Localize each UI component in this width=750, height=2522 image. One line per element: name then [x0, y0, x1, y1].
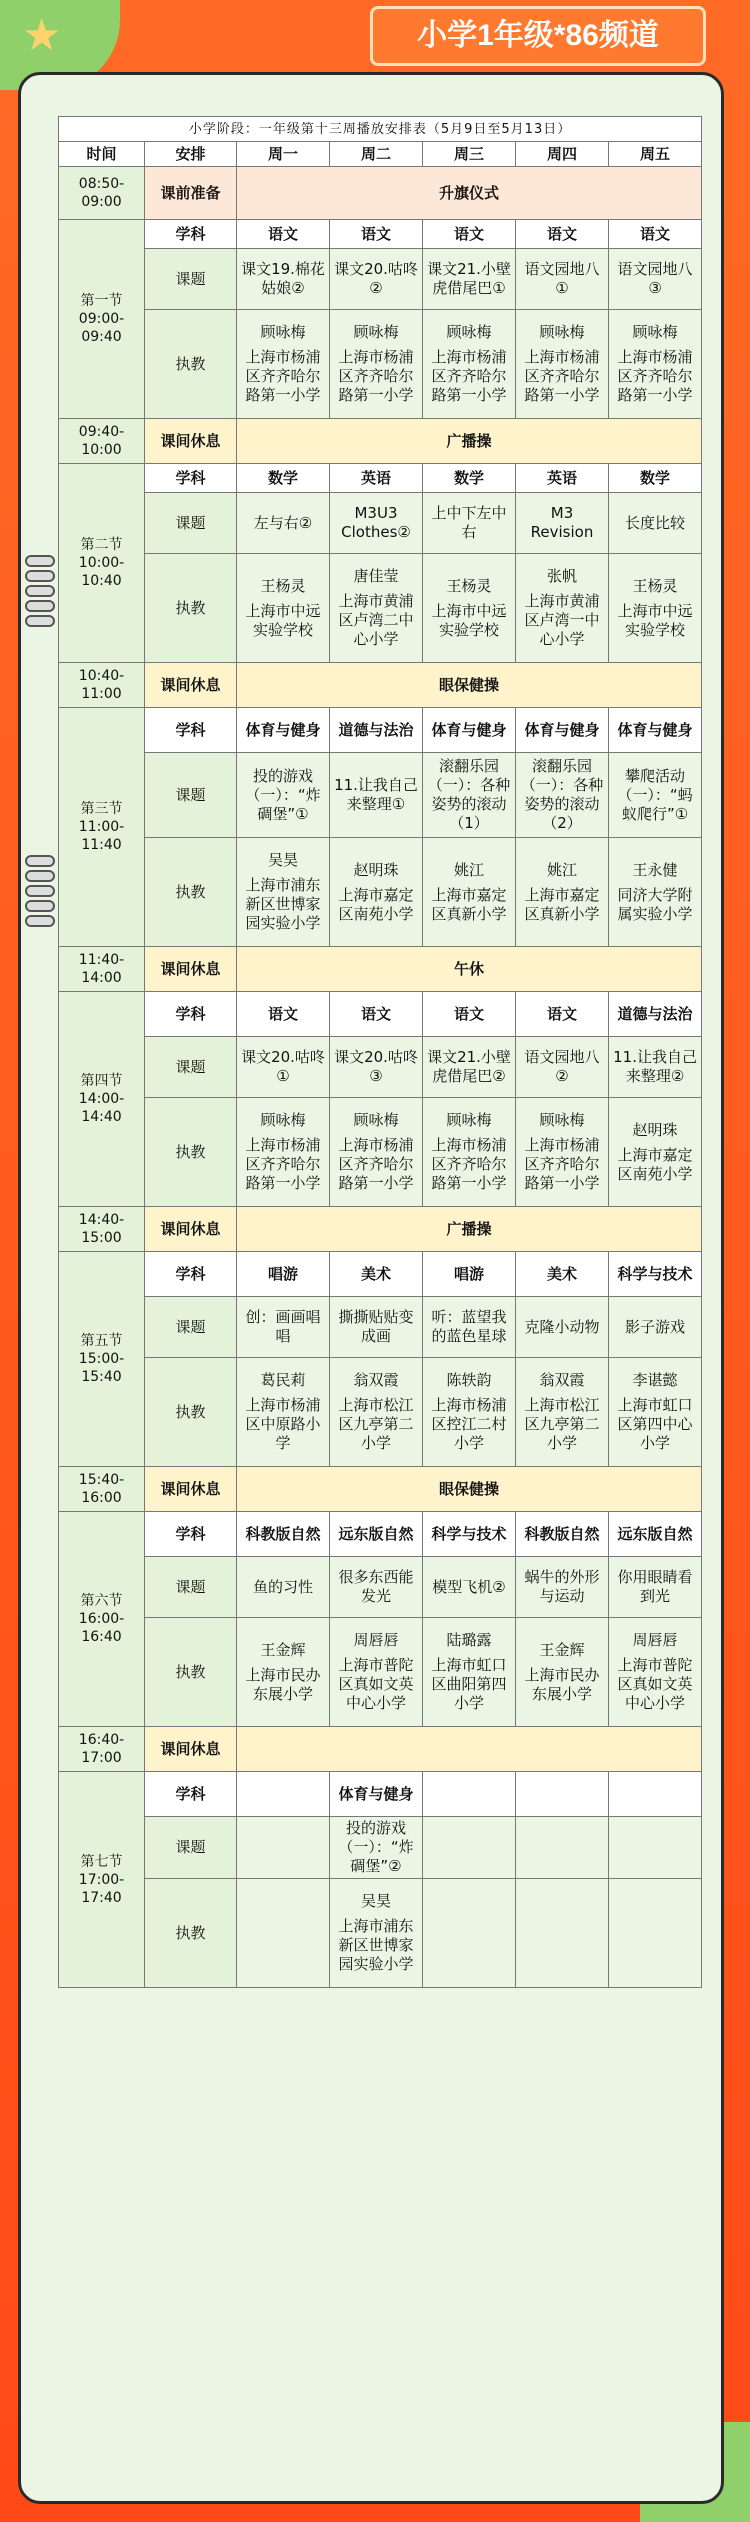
school-name: 上海市嘉定区南苑小学 [338, 885, 414, 923]
topic-cell: 鱼的习性 [237, 1557, 330, 1618]
arrangement-cell: 课间休息 [145, 1727, 237, 1772]
subject-cell: 英语 [516, 464, 609, 493]
teacher-cell [330, 1358, 423, 1467]
subject-cell: 远东版自然 [609, 1512, 702, 1557]
arrangement-cell: 课间休息 [145, 1207, 237, 1252]
school-name: 上海市嘉定区真新小学 [431, 885, 507, 923]
teacher-cell [516, 838, 609, 947]
teacher-cell [609, 1358, 702, 1467]
school-name: 上海市杨浦区齐齐哈尔路第一小学 [524, 348, 600, 404]
topic-cell: 攀爬活动（一）：“蚂蚁爬行”① [609, 753, 702, 838]
topic-cell: 克隆小动物 [516, 1297, 609, 1358]
activity-cell: 眼保健操 [237, 1467, 702, 1512]
teacher-name: 顾咏梅 [353, 323, 399, 341]
subject-cell: 道德与法治 [609, 992, 702, 1037]
topic-cell: 滚翻乐园（一）：各种姿势的滚动（2） [516, 753, 609, 838]
topic-row [59, 1297, 702, 1358]
school-name: 上海市中远实验学校 [617, 601, 693, 639]
period-time-cell: 第五节 15:00-15:40 [59, 1252, 145, 1467]
binder-ring-icon [25, 855, 53, 930]
school-name: 上海市中远实验学校 [431, 601, 507, 639]
break-row [59, 947, 702, 992]
teacher-name: 王杨灵 [446, 576, 492, 595]
school-name: 同济大学附属实验小学 [617, 885, 693, 923]
subject-row [59, 708, 702, 753]
teacher-cell [237, 1098, 330, 1207]
topic-cell [423, 1817, 516, 1879]
school-name: 上海市杨浦区控江二村小学 [431, 1396, 507, 1452]
teacher-name: 顾咏梅 [260, 323, 306, 341]
topic-cell: 语文园地八② [516, 1037, 609, 1098]
school-name: 上海市杨浦区齐齐哈尔路第一小学 [524, 1136, 600, 1192]
schedule-table [58, 116, 702, 1988]
subject-label: 学科 [145, 708, 237, 753]
topic-cell: 语文园地八① [516, 249, 609, 310]
topic-label: 课题 [145, 1557, 237, 1618]
teacher-cell [330, 838, 423, 947]
school-name: 上海市黄浦区卢湾二中心小学 [338, 592, 414, 648]
subject-cell: 数学 [609, 464, 702, 493]
school-name: 上海市中远实验学校 [245, 601, 321, 639]
school-name: 上海市普陀区真如文英中心小学 [617, 1656, 693, 1712]
teacher-cell [516, 554, 609, 663]
teacher-cell [423, 1618, 516, 1727]
topic-cell: 滚翻乐园（一）：各种姿势的滚动（1） [423, 753, 516, 838]
pre-class-row [59, 167, 702, 220]
teacher-cell [237, 838, 330, 947]
activity-cell: 广播操 [237, 419, 702, 464]
table-title: 小学阶段：一年级第十三周播放安排表（5月9日至5月13日） [59, 117, 702, 142]
period-time-cell: 第一节 09:00-09:40 [59, 220, 145, 419]
teacher-label: 执教 [145, 310, 237, 419]
topic-cell: 你用眼睛看到光 [609, 1557, 702, 1618]
activity-cell [237, 1727, 702, 1772]
teacher-cell [330, 310, 423, 419]
teacher-name: 姚江 [546, 860, 577, 879]
teacher-name: 张帆 [546, 567, 577, 585]
teacher-cell [516, 310, 609, 419]
subject-cell: 语文 [516, 992, 609, 1037]
subject-cell [423, 1772, 516, 1817]
school-name: 上海市杨浦区齐齐哈尔路第一小学 [431, 348, 507, 404]
teacher-row [59, 838, 702, 947]
subject-cell: 体育与健身 [423, 708, 516, 753]
topic-cell: 课文20.咕咚③ [330, 1037, 423, 1098]
topic-cell: 影子游戏 [609, 1297, 702, 1358]
time-cell: 11:40-14:00 [59, 947, 145, 992]
teacher-cell [609, 554, 702, 663]
teacher-label: 执教 [145, 838, 237, 947]
break-row [59, 1207, 702, 1252]
subject-row [59, 992, 702, 1037]
table-title-row [59, 117, 702, 142]
subject-label: 学科 [145, 1512, 237, 1557]
school-name: 上海市杨浦区齐齐哈尔路第一小学 [431, 1136, 507, 1192]
school-name: 上海市嘉定区南苑小学 [617, 1145, 693, 1183]
topic-label: 课题 [145, 493, 237, 554]
topic-cell: 11.让我自己来整理① [330, 753, 423, 838]
topic-cell: 上中下左中右 [423, 493, 516, 554]
teacher-name: 翁双霞 [539, 1371, 585, 1389]
column-header: 周四 [516, 142, 609, 167]
subject-row [59, 1252, 702, 1297]
column-header: 周三 [423, 142, 516, 167]
subject-cell [609, 1772, 702, 1817]
topic-label: 课题 [145, 1037, 237, 1098]
arrangement-cell: 课前准备 [145, 167, 237, 220]
topic-cell: M3 Revision [516, 493, 609, 554]
teacher-name: 吴昊 [360, 1892, 391, 1910]
teacher-name: 姚江 [453, 860, 484, 879]
subject-cell: 语文 [516, 220, 609, 249]
topic-cell: 课文20.咕咚② [330, 249, 423, 310]
teacher-name: 吴昊 [267, 851, 298, 869]
time-cell: 09:40-10:00 [59, 419, 145, 464]
topic-cell: 投的游戏（一）：“炸碉堡”① [237, 753, 330, 838]
topic-cell [609, 1817, 702, 1879]
teacher-name: 王金辉 [539, 1640, 585, 1659]
teacher-cell [423, 554, 516, 663]
subject-cell: 科教版自然 [237, 1512, 330, 1557]
topic-label: 课题 [145, 249, 237, 310]
teacher-name: 赵明珠 [353, 860, 399, 879]
subject-cell: 体育与健身 [237, 708, 330, 753]
topic-cell: 左与右② [237, 493, 330, 554]
teacher-cell [330, 1879, 423, 1988]
teacher-cell [516, 1618, 609, 1727]
break-row [59, 1727, 702, 1772]
teacher-name: 王永健 [632, 860, 678, 879]
school-name: 上海市杨浦区中原路小学 [245, 1396, 321, 1452]
school-name: 上海市普陀区真如文英中心小学 [338, 1656, 414, 1712]
teacher-name: 赵明珠 [632, 1120, 678, 1139]
teacher-name: 顾咏梅 [260, 1111, 306, 1129]
subject-cell: 科学与技术 [609, 1252, 702, 1297]
topic-cell: 投的游戏（一）：“炸碉堡”② [330, 1817, 423, 1879]
school-name: 上海市虹口区曲阳第四小学 [431, 1656, 507, 1712]
subject-cell: 美术 [330, 1252, 423, 1297]
teacher-cell [516, 1098, 609, 1207]
teacher-label: 执教 [145, 554, 237, 663]
subject-cell: 语文 [237, 220, 330, 249]
topic-cell: 课文21.小壁虎借尾巴② [423, 1037, 516, 1098]
teacher-cell [237, 1618, 330, 1727]
teacher-label: 执教 [145, 1098, 237, 1207]
star-icon: ★ [22, 10, 62, 61]
topic-label: 课题 [145, 1297, 237, 1358]
topic-cell: 课文19.棉花姑娘② [237, 249, 330, 310]
subject-cell [516, 1772, 609, 1817]
subject-label: 学科 [145, 464, 237, 493]
school-name: 上海市杨浦区齐齐哈尔路第一小学 [338, 1136, 414, 1192]
teacher-cell [609, 838, 702, 947]
topic-cell [237, 1817, 330, 1879]
school-name: 上海市民办东展小学 [524, 1665, 600, 1703]
subject-cell: 语文 [330, 220, 423, 249]
school-name: 上海市松江区九亭第二小学 [338, 1396, 414, 1452]
subject-label: 学科 [145, 992, 237, 1037]
teacher-name: 翁双霞 [353, 1371, 399, 1389]
topic-row [59, 753, 702, 838]
topic-row [59, 1557, 702, 1618]
teacher-cell [237, 310, 330, 419]
teacher-name: 顾咏梅 [539, 323, 585, 341]
teacher-name: 周唇唇 [632, 1631, 678, 1649]
arrangement-cell: 课间休息 [145, 419, 237, 464]
school-name: 上海市虹口区第四中心小学 [617, 1396, 693, 1452]
school-name: 上海市杨浦区齐齐哈尔路第一小学 [617, 348, 693, 404]
school-name: 上海市浦东新区世博家园实验小学 [338, 1917, 414, 1973]
teacher-cell [423, 838, 516, 947]
subject-cell: 体育与健身 [609, 708, 702, 753]
teacher-cell [330, 554, 423, 663]
period-time-cell: 第六节 16:00-16:40 [59, 1512, 145, 1727]
topic-cell: 蜗牛的外形与运动 [516, 1557, 609, 1618]
teacher-cell [609, 1879, 702, 1988]
break-row [59, 663, 702, 708]
teacher-name: 陈轶韵 [446, 1371, 492, 1389]
teacher-cell [609, 310, 702, 419]
subject-cell: 远东版自然 [330, 1512, 423, 1557]
teacher-cell [237, 1879, 330, 1988]
break-row [59, 419, 702, 464]
subject-row [59, 220, 702, 249]
subject-cell: 科教版自然 [516, 1512, 609, 1557]
teacher-name: 陆璐露 [446, 1631, 492, 1649]
teacher-row [59, 1098, 702, 1207]
time-cell: 16:40-17:00 [59, 1727, 145, 1772]
teacher-row [59, 1358, 702, 1467]
arrangement-cell: 课间休息 [145, 947, 237, 992]
teacher-name: 王杨灵 [260, 576, 306, 595]
school-name: 上海市嘉定区真新小学 [524, 885, 600, 923]
subject-cell: 美术 [516, 1252, 609, 1297]
teacher-label: 执教 [145, 1618, 237, 1727]
subject-cell: 语文 [609, 220, 702, 249]
teacher-name: 王金辉 [260, 1640, 306, 1659]
teacher-name: 顾咏梅 [446, 323, 492, 341]
school-name: 上海市黄浦区卢湾一中心小学 [524, 592, 600, 648]
time-cell: 10:40-11:00 [59, 663, 145, 708]
period-time-cell: 第三节 11:00-11:40 [59, 708, 145, 947]
teacher-cell [423, 310, 516, 419]
teacher-name: 葛民莉 [260, 1371, 306, 1389]
header-row [59, 142, 702, 167]
school-name: 上海市松江区九亭第二小学 [524, 1396, 600, 1452]
topic-cell: 11.让我自己来整理② [609, 1037, 702, 1098]
teacher-cell [237, 1358, 330, 1467]
column-header: 时间 [59, 142, 145, 167]
topic-cell: 课文20.咕咚① [237, 1037, 330, 1098]
topic-row [59, 1817, 702, 1879]
topic-label: 课题 [145, 1817, 237, 1879]
teacher-label: 执教 [145, 1358, 237, 1467]
topic-cell: 创：画画唱唱 [237, 1297, 330, 1358]
teacher-row [59, 310, 702, 419]
school-name: 上海市杨浦区齐齐哈尔路第一小学 [338, 348, 414, 404]
subject-cell: 语文 [423, 220, 516, 249]
subject-row [59, 1512, 702, 1557]
subject-cell: 语文 [237, 992, 330, 1037]
subject-row [59, 1772, 702, 1817]
topic-row [59, 1037, 702, 1098]
topic-cell: 撕撕贴贴变成画 [330, 1297, 423, 1358]
teacher-cell [516, 1358, 609, 1467]
column-header: 周二 [330, 142, 423, 167]
topic-cell: 语文园地八③ [609, 249, 702, 310]
topic-row [59, 249, 702, 310]
teacher-name: 顾咏梅 [446, 1111, 492, 1129]
teacher-cell [516, 1879, 609, 1988]
topic-cell: 长度比较 [609, 493, 702, 554]
teacher-cell [423, 1098, 516, 1207]
column-header: 安排 [145, 142, 237, 167]
teacher-row [59, 554, 702, 663]
subject-cell: 语文 [423, 992, 516, 1037]
topic-cell [516, 1817, 609, 1879]
topic-cell: 听：蓝望我的蓝色星球 [423, 1297, 516, 1358]
school-name: 上海市杨浦区齐齐哈尔路第一小学 [245, 1136, 321, 1192]
subject-cell: 数学 [237, 464, 330, 493]
teacher-cell [330, 1098, 423, 1207]
subject-label: 学科 [145, 1252, 237, 1297]
subject-label: 学科 [145, 220, 237, 249]
subject-label: 学科 [145, 1772, 237, 1817]
topic-cell: 很多东西能发光 [330, 1557, 423, 1618]
subject-cell: 语文 [330, 992, 423, 1037]
school-name: 上海市杨浦区齐齐哈尔路第一小学 [245, 348, 321, 404]
school-name: 上海市民办东展小学 [245, 1665, 321, 1703]
teacher-cell [237, 554, 330, 663]
arrangement-cell: 课间休息 [145, 1467, 237, 1512]
column-header: 周一 [237, 142, 330, 167]
subject-cell: 唱游 [423, 1252, 516, 1297]
topic-row [59, 493, 702, 554]
teacher-name: 顾咏梅 [539, 1111, 585, 1129]
activity-cell: 升旗仪式 [237, 167, 702, 220]
teacher-cell [609, 1098, 702, 1207]
subject-cell: 科学与技术 [423, 1512, 516, 1557]
teacher-cell [330, 1618, 423, 1727]
topic-cell: M3U3 Clothes② [330, 493, 423, 554]
teacher-name: 李谌懿 [632, 1371, 678, 1389]
subject-cell [237, 1772, 330, 1817]
time-cell: 14:40-15:00 [59, 1207, 145, 1252]
time-cell: 08:50-09:00 [59, 167, 145, 220]
teacher-row [59, 1618, 702, 1727]
teacher-name: 唐佳莹 [353, 567, 399, 585]
subject-cell: 体育与健身 [516, 708, 609, 753]
break-row [59, 1467, 702, 1512]
topic-label: 课题 [145, 753, 237, 838]
teacher-cell [423, 1358, 516, 1467]
subject-cell: 道德与法治 [330, 708, 423, 753]
binder-ring-icon [25, 555, 53, 630]
teacher-name: 顾咏梅 [632, 323, 678, 341]
subject-cell: 英语 [330, 464, 423, 493]
teacher-name: 周唇唇 [353, 1631, 399, 1649]
channel-title: 小学1年级*86频道 [370, 6, 706, 66]
teacher-row [59, 1879, 702, 1988]
topic-cell: 课文21.小壁虎借尾巴① [423, 249, 516, 310]
arrangement-cell: 课间休息 [145, 663, 237, 708]
activity-cell: 广播操 [237, 1207, 702, 1252]
school-name: 上海市浦东新区世博家园实验小学 [245, 876, 321, 932]
teacher-label: 执教 [145, 1879, 237, 1988]
teacher-cell [609, 1618, 702, 1727]
activity-cell: 午休 [237, 947, 702, 992]
time-cell: 15:40-16:00 [59, 1467, 145, 1512]
period-time-cell: 第七节 17:00-17:40 [59, 1772, 145, 1988]
subject-cell: 唱游 [237, 1252, 330, 1297]
period-time-cell: 第二节 10:00-10:40 [59, 464, 145, 663]
teacher-name: 王杨灵 [632, 576, 678, 595]
period-time-cell: 第四节 14:00-14:40 [59, 992, 145, 1207]
subject-cell: 体育与健身 [330, 1772, 423, 1817]
topic-cell: 模型飞机② [423, 1557, 516, 1618]
activity-cell: 眼保健操 [237, 663, 702, 708]
teacher-name: 顾咏梅 [353, 1111, 399, 1129]
subject-cell: 数学 [423, 464, 516, 493]
column-header: 周五 [609, 142, 702, 167]
teacher-cell [423, 1879, 516, 1988]
subject-row [59, 464, 702, 493]
